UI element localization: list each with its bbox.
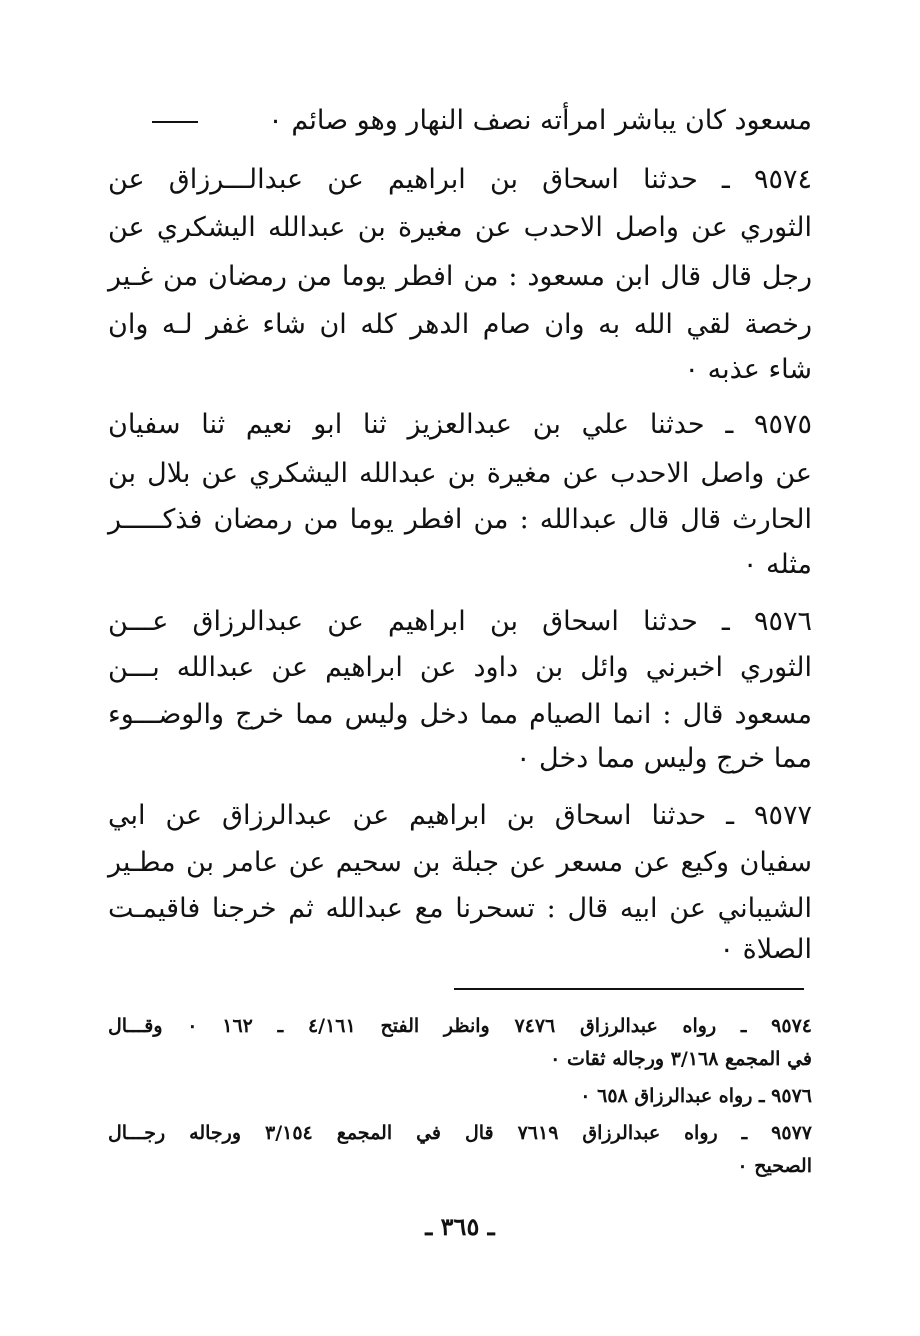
- hadith-9575-line-1: ٩٥٧٥ ـ حدثنا علي بن عبدالعزيز ثنا ابو نعيم ثنا سفيان: [108, 409, 812, 440]
- hadith-9577-line-1: ٩٥٧٧ ـ حدثنا اسحاق بن ابراهيم عن عبدالرزاق عن ابي: [108, 800, 812, 831]
- hadith-9577-line-2: سفيان وكيع عن مسعر عن جبلة بن سحيم عن عامر بن مطـير: [108, 847, 812, 878]
- hadith-9574-line-3: رجل قال قال ابن مسعود : من افطر يوما من رمضان من غـير: [108, 261, 812, 292]
- hadith-9574-line-5: شاء عذبه ٠: [684, 354, 812, 385]
- hadith-9575-line-3: الحارث قال قال عبدالله : من افطر يوما من رمضان فذكـــــر: [108, 504, 812, 535]
- hadith-9576-line-2: الثوري اخبرني وائل بن داود عن ابراهيم عن عبدالله بـــن: [108, 652, 812, 683]
- hadith-9576-line-1: ٩٥٧٦ ـ حدثنا اسحاق بن ابراهيم عن عبدالرزاق عـــن: [108, 606, 812, 637]
- hadith-9574-line-4: رخصة لقي الله به وان صام الدهر كله ان شاء غفر لـه وان: [108, 309, 812, 340]
- hadith-9576-line-4: مما خرج وليس مما دخل ٠: [515, 743, 812, 774]
- page-number: ـ ٣٦٥ ـ: [425, 1212, 495, 1241]
- hadith-9575-line-2: عن واصل الاحدب عن مغيرة بن عبدالله اليشكري عن بلال بن: [108, 458, 812, 489]
- footnote-separator: [454, 988, 804, 990]
- hadith-9574-line-1: ٩٥٧٤ ـ حدثنا اسحاق بن ابراهيم عن عبدالـــرزاق عن: [108, 164, 812, 195]
- footnote-9577-line-1: ٩٥٧٧ ـ رواه عبدالرزاق ٧٦١٩ قال في المجمع ٣/١٥٤ ورجاله رجـــال: [108, 1122, 812, 1144]
- hadith-9577-line-4: الصلاة ٠: [719, 934, 812, 965]
- continuation-dash: [152, 121, 198, 123]
- hadith-9577-line-3: الشيباني عن ابيه قال : تسحرنا مع عبدالله ثم خرجنا فاقيمـت: [108, 893, 812, 924]
- footnote-9576: ٩٥٧٦ ـ رواه عبدالرزاق ٦٥٨ ٠: [580, 1085, 812, 1107]
- text-line-continuation: مسعود كان يباشر امرأته نصف النهار وهو صائم ٠: [268, 105, 812, 136]
- hadith-9575-line-4: مثله ٠: [742, 549, 812, 580]
- footnote-9574-line-1: ٩٥٧٤ ـ رواه عبدالرزاق ٧٤٧٦ وانظر الفتح ٤/١٦١ ـ ١٦٢ ٠ وقـــال: [108, 1015, 812, 1037]
- footnote-9574-line-2: في المجمع ٣/١٦٨ ورجاله ثقات ٠: [550, 1048, 812, 1070]
- footnote-9577-line-2: الصحيح ٠: [737, 1155, 812, 1177]
- hadith-9576-line-3: مسعود قال : انما الصيام مما دخل وليس مما خرج والوضـــوء: [108, 699, 812, 730]
- hadith-9574-line-2: الثوري عن واصل الاحدب عن مغيرة بن عبدالله اليشكري عن: [108, 212, 812, 243]
